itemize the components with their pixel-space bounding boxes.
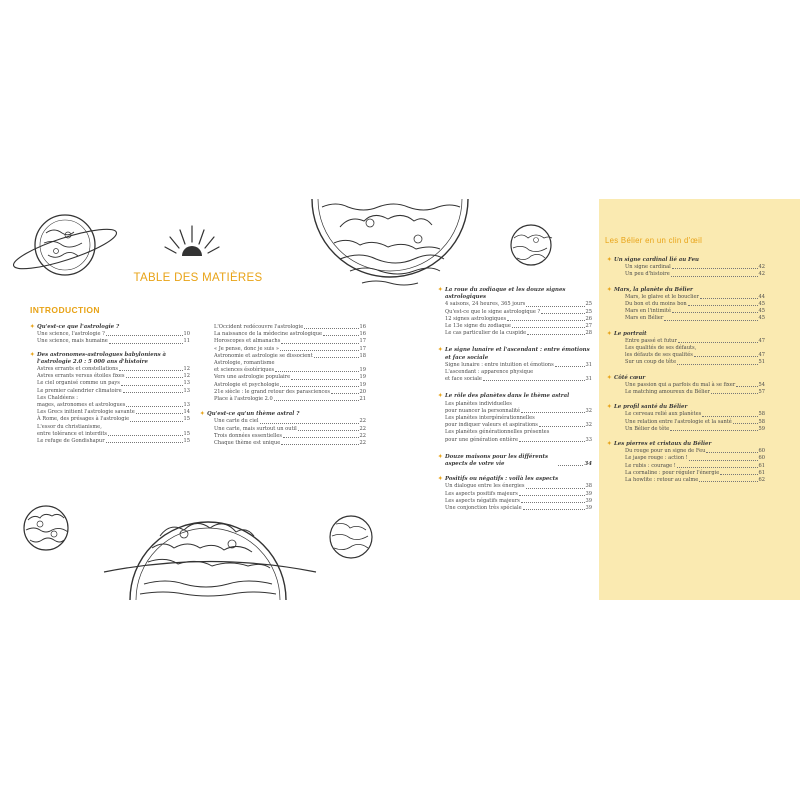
toc-entry[interactable]: Sur un coup de tête 51 — [625, 359, 765, 366]
toc-entry[interactable]: pour nuancer la personnalité 32 — [445, 407, 592, 414]
toc-entry[interactable]: Une carte du ciel 22 — [214, 418, 366, 425]
toc-entry[interactable]: Le cas particulier de la cuspide 28 — [445, 330, 592, 337]
toc-entry[interactable]: Un peu d'histoire 42 — [625, 271, 765, 278]
toc-entry[interactable]: et face sociale 31 — [445, 376, 592, 383]
panel-heading: Les Bélier en un clin d'œil — [605, 236, 703, 245]
toc-entry[interactable]: Le refuge de Gondishapur 15 — [37, 438, 190, 445]
cloud-planet-icon — [22, 498, 72, 558]
toc-entry[interactable]: Les planètes intergénérationnelles — [445, 415, 535, 422]
toc-entry[interactable]: Les Chaldéens : — [37, 394, 78, 401]
toc-entry[interactable]: Une science, l'astrologie ? 10 — [37, 331, 190, 338]
toc-entry[interactable]: Les aspects positifs majeurs 39 — [445, 490, 592, 497]
toc-entry[interactable]: Les Grecs initient l'astrologie savante 14 — [37, 409, 190, 416]
toc-entry[interactable]: Le matching amoureux du Bélier 57 — [625, 389, 765, 396]
toc-entry[interactable]: Un Bélier de tête 59 — [625, 425, 765, 432]
toc-section-title[interactable]: ✦ Les pierres et cristaux du Bélier — [607, 441, 712, 448]
toc-entry[interactable]: L'Occident redécouvre l'astrologie 16 — [214, 324, 366, 330]
toc-entry[interactable]: Trois données essentielles 22 — [214, 432, 366, 439]
toc-section — [200, 411, 366, 447]
toc-entry[interactable]: Signe lunaire : entre intuition et émotions 31 — [445, 361, 592, 368]
star-bullet-icon: ✦ — [30, 324, 35, 330]
toc-entry[interactable]: Un signe cardinal 42 — [625, 264, 765, 271]
toc-entry[interactable]: « Je pense, donc je suis » 17 — [214, 345, 366, 352]
toc-entry[interactable]: Mars en l'intimité 45 — [625, 308, 765, 315]
toc-entry[interactable]: Mars en Bélier 45 — [625, 315, 765, 322]
page-title: TABLE DES MATIÈRES — [133, 272, 263, 284]
toc-entry[interactable]: Une science, mais humaine 11 — [37, 338, 190, 345]
toc-entry[interactable]: L'ascendant : apparence physique — [445, 369, 534, 376]
toc-section — [607, 331, 765, 367]
toc-section — [607, 404, 765, 433]
toc-entry[interactable]: Une conjonction très spéciale 39 — [445, 505, 592, 512]
star-bullet-icon: ✦ — [438, 347, 443, 354]
star-bullet-icon: ✦ — [438, 476, 443, 483]
large-planet-icon — [100, 496, 320, 600]
toc-entry[interactable]: La cornaline : pour réguler l'énergie 61 — [625, 469, 765, 476]
toc-entry[interactable]: les défauts de ses qualités 47 — [625, 352, 765, 359]
toc-entry[interactable]: entre tolérance et interdits 15 — [37, 430, 190, 437]
toc-entry[interactable]: Astres errants et constellations 12 — [37, 366, 190, 373]
moon-icon — [328, 508, 374, 566]
toc-section-title[interactable]: ✦ Côté cœur — [607, 374, 646, 381]
toc-entry[interactable]: La howlite : retour au calme 62 — [625, 477, 765, 484]
right-toc-column — [438, 287, 592, 518]
toc-entry[interactable]: Le 13e signe du zodiaque 27 — [445, 323, 592, 330]
toc-section-title[interactable]: ✦ Mars, la planète du Bélier — [607, 286, 693, 293]
toc-section-title[interactable]: ✦ La roue du zodiaque et les douze signes astrologiques — [438, 287, 566, 301]
toc-entry[interactable]: Astrologie et psychologie 19 — [214, 381, 366, 388]
toc-entry[interactable]: Le premier calendrier climatoire 13 — [37, 387, 190, 394]
toc-entry[interactable]: Entre passé et futur 47 — [625, 337, 765, 344]
toc-section — [607, 441, 765, 484]
toc-section-title[interactable]: ✦ Le signe lunaire et l'ascendant : entre émotions et face sociale — [438, 347, 590, 361]
left-toc-column-2 — [200, 324, 366, 453]
toc-section — [438, 476, 592, 512]
toc-entry[interactable]: 21e siècle : le grand retour des parasciences 20 — [214, 388, 366, 395]
intro-heading: INTRODUCTION — [30, 305, 100, 315]
star-bullet-icon: ✦ — [607, 330, 612, 337]
toc-entry[interactable]: Une passion qui a parfois du mal à se fixer 54 — [625, 381, 765, 388]
toc-section — [30, 352, 190, 446]
toc-entry[interactable]: Les planètes générationnelles présentes — [445, 429, 550, 436]
sun-rays-icon — [162, 222, 222, 258]
toc-section-title[interactable]: ✦ Des astronomes-astrologues babyloniens à l'astrologie 2.0 : 5 000 ans d'histoire — [30, 351, 167, 365]
toc-section-title[interactable]: ✦ Positifs ou négatifs : voilà les aspects — [438, 476, 559, 483]
toc-entry[interactable]: Horoscopes et almanachs 17 — [214, 338, 366, 345]
small-planet-icon — [508, 218, 554, 272]
toc-entry[interactable]: pour indiquer valeurs et aspirations 32 — [445, 422, 592, 429]
toc-entry[interactable]: Astronomie et astrologie se dissocient 18 — [214, 352, 366, 359]
toc-entry[interactable]: Les aspects négatifs majeurs 39 — [445, 497, 592, 504]
star-bullet-icon: ✦ — [607, 286, 612, 293]
toc-section — [438, 393, 592, 443]
toc-entry[interactable]: 4 saisons, 24 heures, 365 jours 25 — [445, 301, 592, 308]
toc-entry[interactable]: Un dialogue entre les énergies 38 — [445, 483, 592, 490]
star-bullet-icon: ✦ — [607, 257, 612, 263]
toc-entry[interactable]: Une relation entre l'astrologie et la santé 58 — [625, 418, 765, 425]
toc-entry[interactable]: À Rome, des présages à l'astrologie 15 — [37, 416, 190, 423]
toc-section — [607, 375, 765, 397]
toc-section — [607, 257, 765, 279]
toc-section-title[interactable]: ✦ Douze maisons pour les différents aspects de votre vie 34 — [438, 453, 592, 468]
star-bullet-icon: ✦ — [200, 411, 205, 418]
toc-entry[interactable]: Les planètes individuelles — [445, 400, 512, 407]
toc-entry[interactable]: Chaque thème est unique 22 — [214, 440, 366, 447]
toc-section-title[interactable]: ✦ Le portrait — [607, 330, 647, 337]
star-bullet-icon: ✦ — [438, 287, 443, 293]
toc-entry[interactable]: Le ciel organisé comme un pays 13 — [37, 380, 190, 387]
star-bullet-icon: ✦ — [607, 441, 612, 448]
toc-entry[interactable]: La naissance de la médecine astrologique 16 — [214, 331, 366, 338]
toc-entry[interactable]: Astres errants versus étoiles fixes 12 — [37, 373, 190, 380]
toc-entry[interactable]: Les qualités de ses défauts, — [625, 345, 697, 352]
toc-entry[interactable]: Qu'est-ce que le signe astrologique ? 25 — [445, 308, 592, 315]
toc-section-title[interactable]: ✦ Le rôle des planètes dans le thème astral — [438, 393, 570, 400]
toc-section-title[interactable]: ✦ Un signe cardinal lié au Feu — [607, 257, 699, 263]
toc-entry[interactable]: Place à l'astrologie 2.0 21 — [214, 396, 366, 403]
toc-entry[interactable]: L'essor du christianisme, — [37, 423, 102, 430]
toc-entry[interactable]: Astrologie, romantisme — [214, 360, 275, 367]
toc-section — [214, 324, 366, 403]
toc-entry[interactable]: Vers une astrologie populaire 19 — [214, 374, 366, 381]
toc-section — [30, 324, 190, 346]
toc-section-title[interactable]: ✦ Qu'est-ce que l'astrologie ? — [30, 324, 120, 330]
star-bullet-icon: ✦ — [438, 453, 443, 460]
ringed-planet-icon — [8, 205, 123, 285]
star-bullet-icon: ✦ — [30, 351, 35, 358]
toc-section — [438, 454, 592, 468]
toc-entry[interactable]: et sciences ésotériques 19 — [214, 367, 366, 374]
toc-entry[interactable]: pour une génération entière 33 — [445, 436, 592, 443]
toc-entry[interactable]: Une carte, mais surtout un outil 22 — [214, 425, 366, 432]
toc-entry[interactable]: Du rouge pour un signe de Feu 60 — [625, 448, 765, 455]
half-planet-icon — [300, 199, 480, 301]
left-toc-column-1 — [30, 324, 190, 451]
panel-toc-column — [607, 257, 765, 490]
toc-section — [438, 347, 592, 383]
toc-entry[interactable]: Mars, le glaive et le bouclier 44 — [625, 293, 765, 300]
star-bullet-icon: ✦ — [438, 393, 443, 400]
toc-entry[interactable]: mages, astronomes et astrologues 13 — [37, 402, 190, 409]
toc-entry[interactable]: 12 signes astrologiques 26 — [445, 315, 592, 322]
toc-entry[interactable]: Du bon et du moins bon 45 — [625, 301, 765, 308]
star-bullet-icon: ✦ — [607, 404, 612, 411]
toc-entry[interactable]: Le jaspe rouge : action ! 60 — [625, 455, 765, 462]
toc-section-title[interactable]: ✦ Qu'est-ce qu'un thème astral ? — [200, 411, 300, 418]
toc-entry[interactable]: Le cerveau relié aux planètes 58 — [625, 411, 765, 418]
toc-section — [438, 287, 592, 337]
toc-section-title[interactable]: ✦ Le profil santé du Bélier — [607, 404, 688, 411]
toc-entry[interactable]: Le rubis : courage ! 61 — [625, 462, 765, 469]
toc-section — [607, 287, 765, 323]
star-bullet-icon: ✦ — [607, 374, 612, 381]
